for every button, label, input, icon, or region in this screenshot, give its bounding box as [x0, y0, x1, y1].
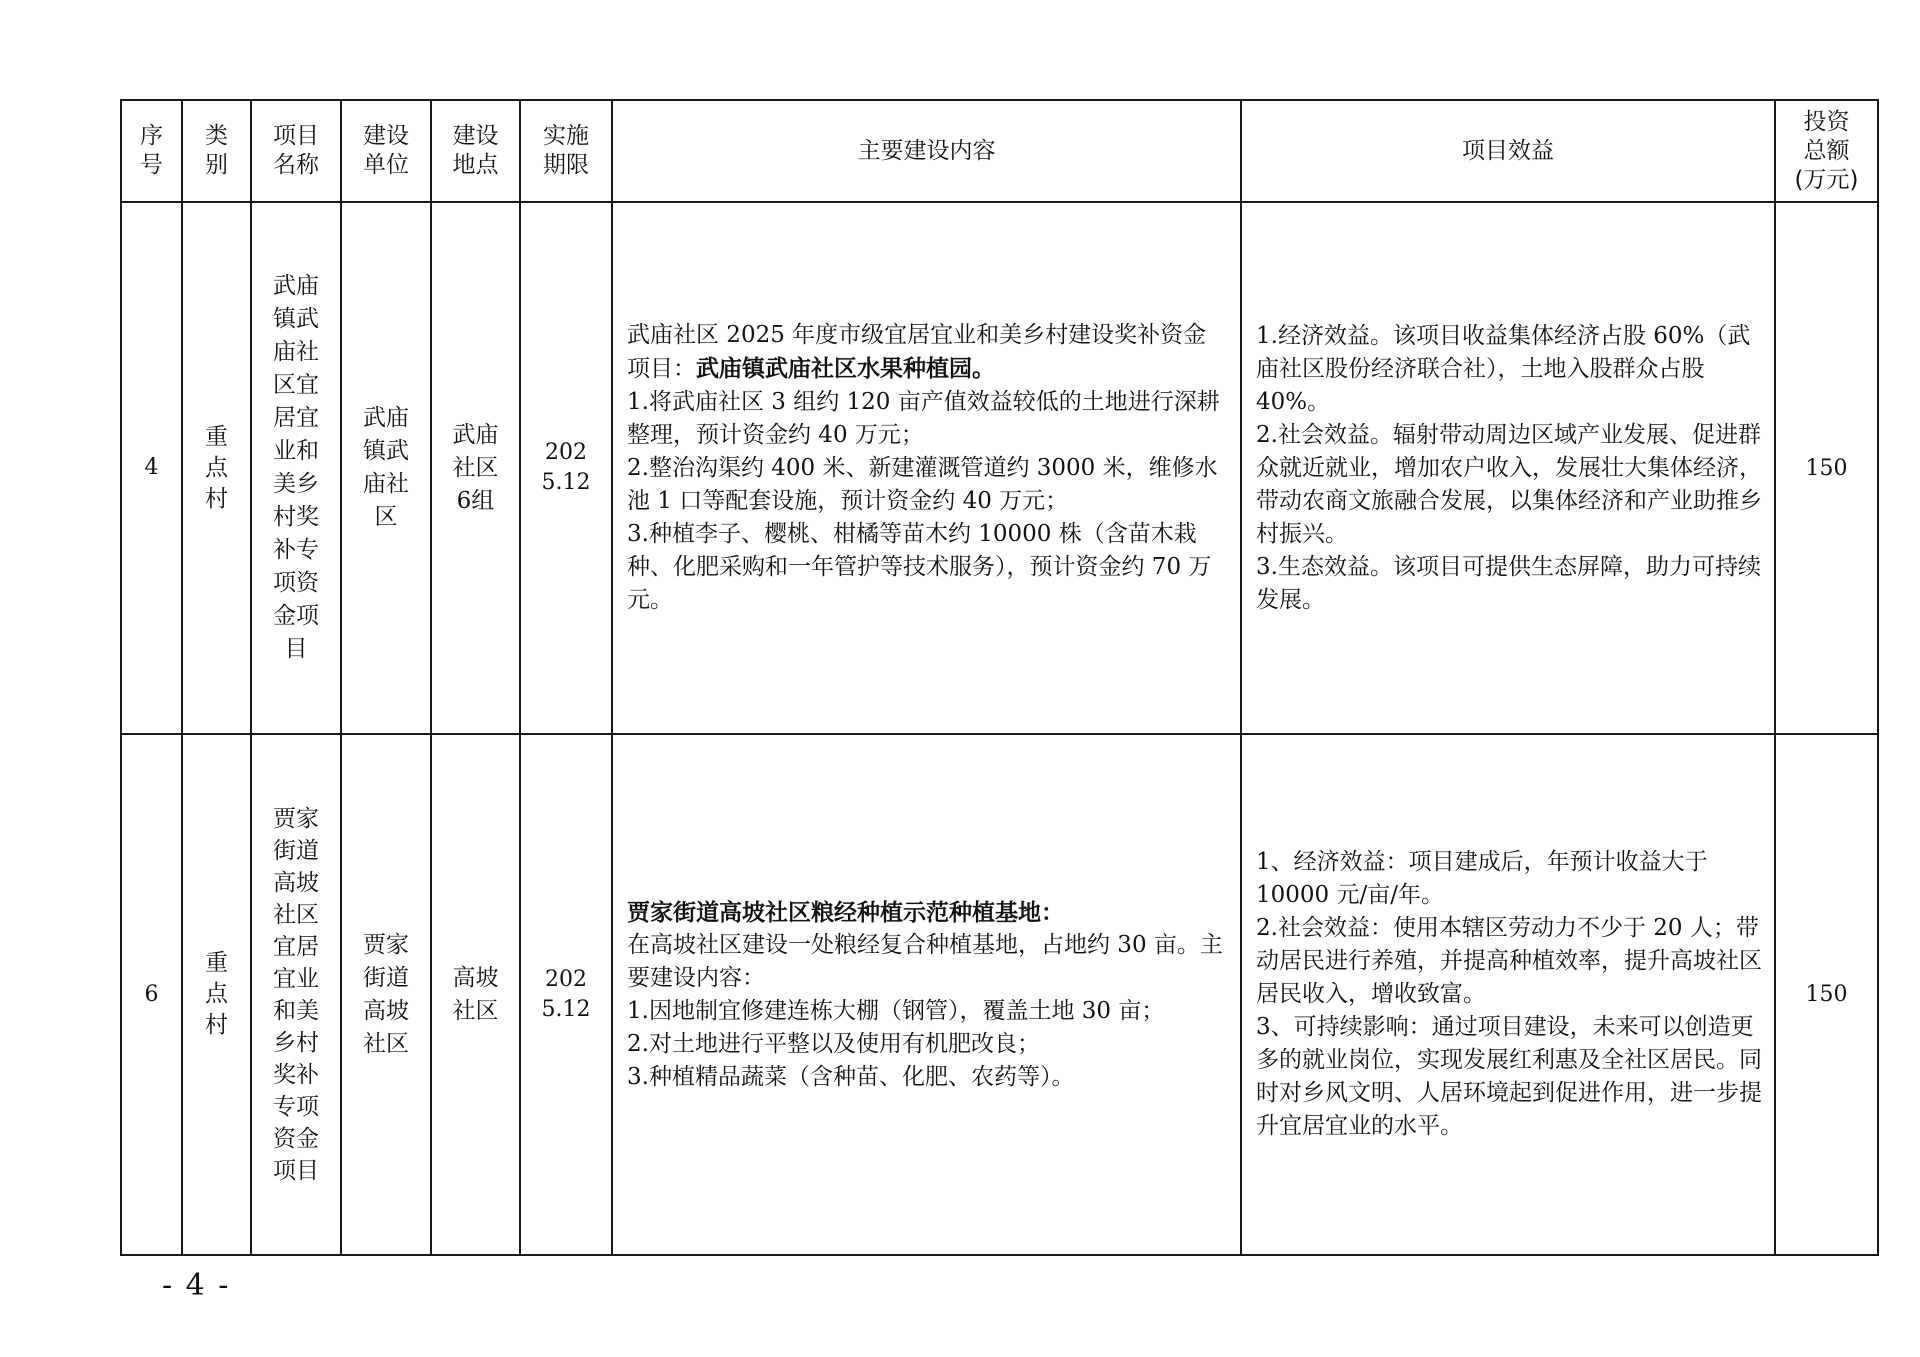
benefit-item: 2.社会效益。辐射带动周边区域产业发展、促进群众就近就业，增加农户收入，发展壮大集体经济，带动农商文旅融合发展，以集体经济和产业助推乡村振兴。 [1256, 421, 1762, 547]
content-title: 武庙镇武庙社区水果种植园。 [696, 355, 995, 382]
benefit-item: 3、可持续影响：通过项目建设，未来可以创造更多的就业岗位，实现发展红利惠及全社区居民。同时对乡风文明、人居环境起到促进作用，进一步提升宜居宜业的水平。 [1256, 1014, 1762, 1139]
header-content: 主要建设内容 [612, 100, 1241, 202]
row-project-name [251, 734, 341, 1255]
row-period [520, 202, 612, 734]
content-intro: 武庙社区 2025 年度市级宜居宜业和美乡村建设奖补资金项目： [627, 322, 1207, 382]
content-item: 1.将武庙社区 3 组约 120 亩产值效益较低的土地进行深耕整理，预计资金约 40 万元； [627, 389, 1220, 448]
content-intro: 在高坡社区建设一处粮经复合种植基地，占地约 30 亩。主要建设内容： [627, 931, 1223, 991]
header-location: 建设 地点 [431, 100, 520, 202]
content-item: 3.种植李子、樱桃、柑橘等苗木约 10000 株（含苗木栽种、化肥采购和一年管护等技术服务），预计资金约 70 万元。 [627, 521, 1212, 613]
row-category [182, 734, 251, 1255]
location-text: 高坡社区 [452, 964, 499, 1024]
table-row [121, 734, 1878, 1255]
header-seq: 序 号 [121, 100, 182, 202]
builder-text: 贾家街道高坡社区 [363, 931, 409, 1057]
content-item: 1.因地制宜修建连栋大棚（钢管），覆盖土地 30 亩； [627, 997, 1165, 1024]
benefit-item: 2.社会效益：使用本辖区劳动力不少于 20 人；带动居民进行养殖，并提高种植效率，提升高坡社区居民收入，增收致富。 [1256, 915, 1762, 1007]
row-seq: 6 [121, 734, 182, 1255]
header-period: 实施 期限 [520, 100, 612, 202]
row-project-name [251, 202, 341, 734]
row-investment: 150 [1775, 202, 1878, 734]
content-item: 3.种植精品蔬菜（含种苗、化肥、农药等）。 [627, 1063, 1075, 1090]
row-benefit [1241, 734, 1775, 1255]
header-builder: 建设 单位 [341, 100, 431, 202]
header-investment: 投资 总额 (万元) [1775, 100, 1878, 202]
table-header-row [121, 100, 1878, 202]
row-location [431, 202, 520, 734]
row-builder [341, 734, 431, 1255]
row-period [520, 734, 612, 1255]
header-benefit: 项目效益 [1241, 100, 1775, 202]
row-category [182, 202, 251, 734]
benefit-item: 1、经济效益：项目建成后，年预计收益大于 10000 元/亩/年。 [1256, 849, 1708, 908]
content-title: 贾家街道高坡社区粮经种植示范种植基地： [627, 898, 1064, 926]
page-number: - 4 - [162, 1268, 231, 1303]
project-name-text: 贾家街道高坡社区宜居宜业和美乡村奖补专项资金项目 [273, 805, 319, 1184]
row-content [612, 734, 1241, 1255]
location-text: 武庙社区6组 [452, 421, 499, 514]
content-paragraph [627, 319, 1228, 386]
period-text: 2025.12 [541, 966, 591, 1022]
period-text: 2025.12 [541, 440, 591, 495]
row-seq: 4 [121, 202, 182, 734]
header-category: 类 别 [182, 100, 251, 202]
row-content [612, 202, 1241, 734]
row-location [431, 734, 520, 1255]
project-name-text: 武庙镇武庙社区宜居宜业和美乡村奖补专项资金项目 [273, 273, 319, 662]
builder-text: 武庙镇武庙社区 [363, 405, 409, 530]
row-builder [341, 202, 431, 734]
benefit-item: 1.经济效益。该项目收益集体经济占股 60%（武庙社区股份经济联合社），土地入股群众占股 40%。 [1256, 322, 1751, 415]
category-text: 重点村 [205, 423, 228, 512]
content-item: 2.整治沟渠约 400 米、新建灌溉管道约 3000 米，维修水池 1 口等配套设施，预计资金约 40 万元； [627, 455, 1218, 514]
row-benefit [1241, 202, 1775, 734]
benefit-item: 3.生态效益。该项目可提供生态屏障，助力可持续发展。 [1256, 553, 1761, 613]
content-item: 2.对土地进行平整以及使用有机肥改良； [627, 1030, 1040, 1057]
category-text: 重点村 [205, 950, 228, 1038]
header-project-name: 项目 名称 [251, 100, 341, 202]
row-investment: 150 [1775, 734, 1878, 1255]
project-table [120, 99, 1879, 1256]
table-row [121, 202, 1878, 734]
